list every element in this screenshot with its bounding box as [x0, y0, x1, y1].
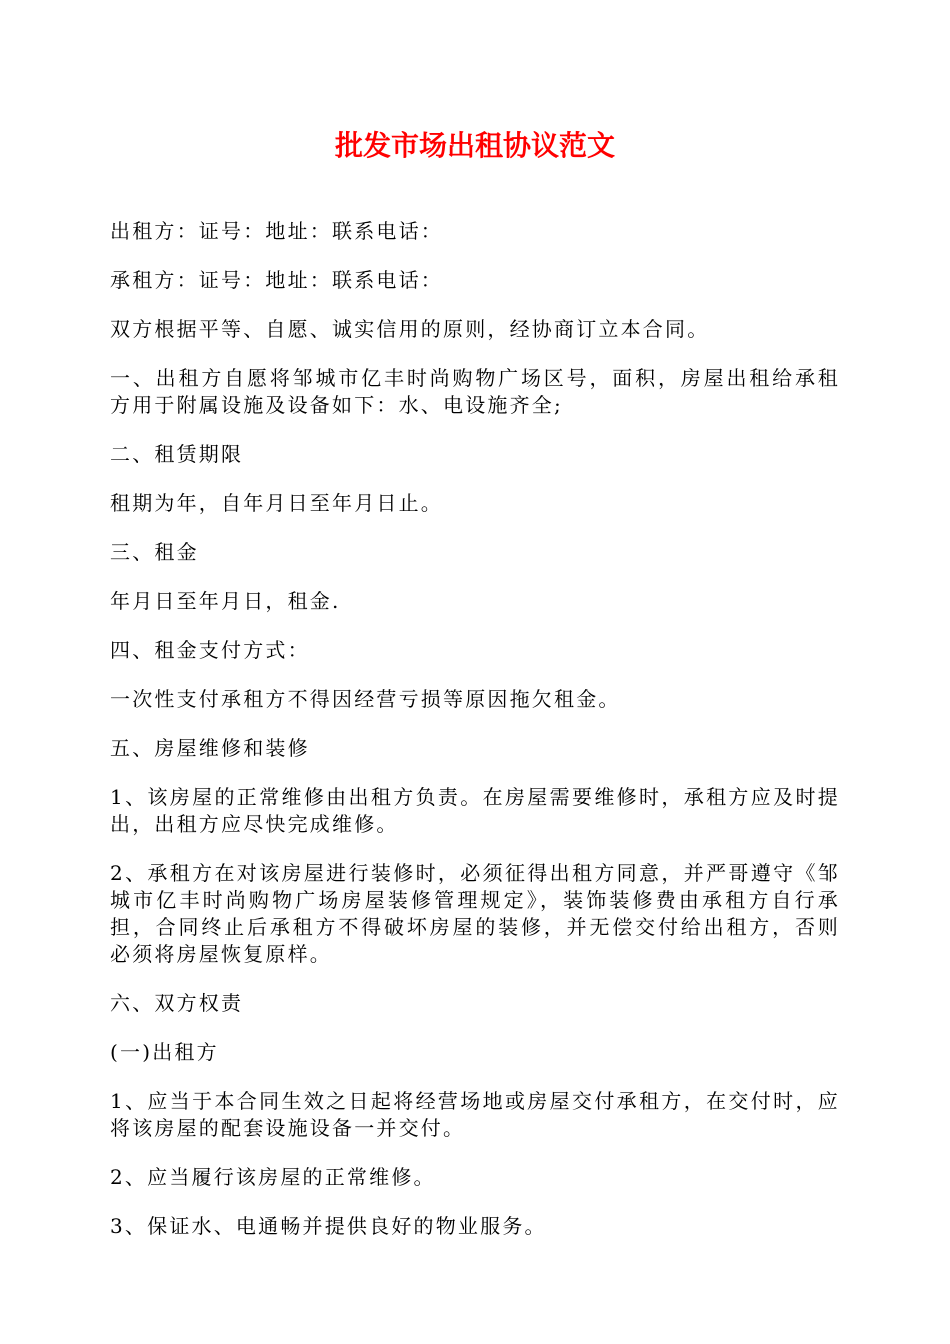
heading-rent: 三、租金: [110, 540, 199, 564]
heading-rights: 六、双方权责: [110, 991, 244, 1015]
paragraph-lessor-duty-2: 2、应当履行该房屋的正常维修。: [110, 1165, 436, 1189]
paragraph-payment: 一次性支付承租方不得因经营亏损等原因拖欠租金。: [110, 687, 621, 711]
paragraph-maintenance-1: 1、该房屋的正常维修由出租方负责。在房屋需要维修时，承租方应及时提出，出租方应尽快完成维修。: [110, 785, 840, 836]
document-body: [110, 218, 840, 1262]
paragraph-rent: 年月日至年月日，租金.: [110, 589, 341, 613]
heading-lease-term: 二、租赁期限: [110, 442, 244, 466]
paragraph-principle: 双方根据平等、自愿、诚实信用的原则，经协商订立本合同。: [110, 317, 710, 341]
paragraph-section-1: 一、出租方自愿将邹城市亿丰时尚购物广场区号，面积，房屋出租给承租方用于附属设施及设备如下：水、电设施齐全;: [110, 366, 840, 417]
heading-lessor: (一)出租方: [110, 1040, 219, 1064]
paragraph-lessor-duty-1: 1、应当于本合同生效之日起将经营场地或房屋交付承租方，在交付时，应将该房屋的配套设施设备一并交付。: [110, 1089, 840, 1140]
paragraph-lessor-duty-3: 3、保证水、电通畅并提供良好的物业服务。: [110, 1214, 547, 1238]
paragraph-lessee: 承租方：证号：地址：联系电话：: [110, 268, 443, 292]
heading-maintenance: 五、房屋维修和装修: [110, 736, 310, 760]
paragraph-lessor: 出租方：证号：地址：联系电话：: [110, 219, 443, 243]
paragraph-lease-term: 租期为年，自年月日至年月日止。: [110, 491, 443, 515]
paragraph-maintenance-2: 2、承租方在对该房屋进行装修时，必须征得出租方同意，并严哥遵守《邹城市亿丰时尚购物广场房屋装修管理规定》，装饰装修费由承租方自行承担，合同终止后承租方不得破坏房屋的装修，并无偿交付给出租方，否则必须将房屋恢复原样。: [110, 861, 840, 966]
heading-payment: 四、租金支付方式：: [110, 638, 310, 662]
document-title: 批发市场出租协议范文: [334, 129, 615, 162]
